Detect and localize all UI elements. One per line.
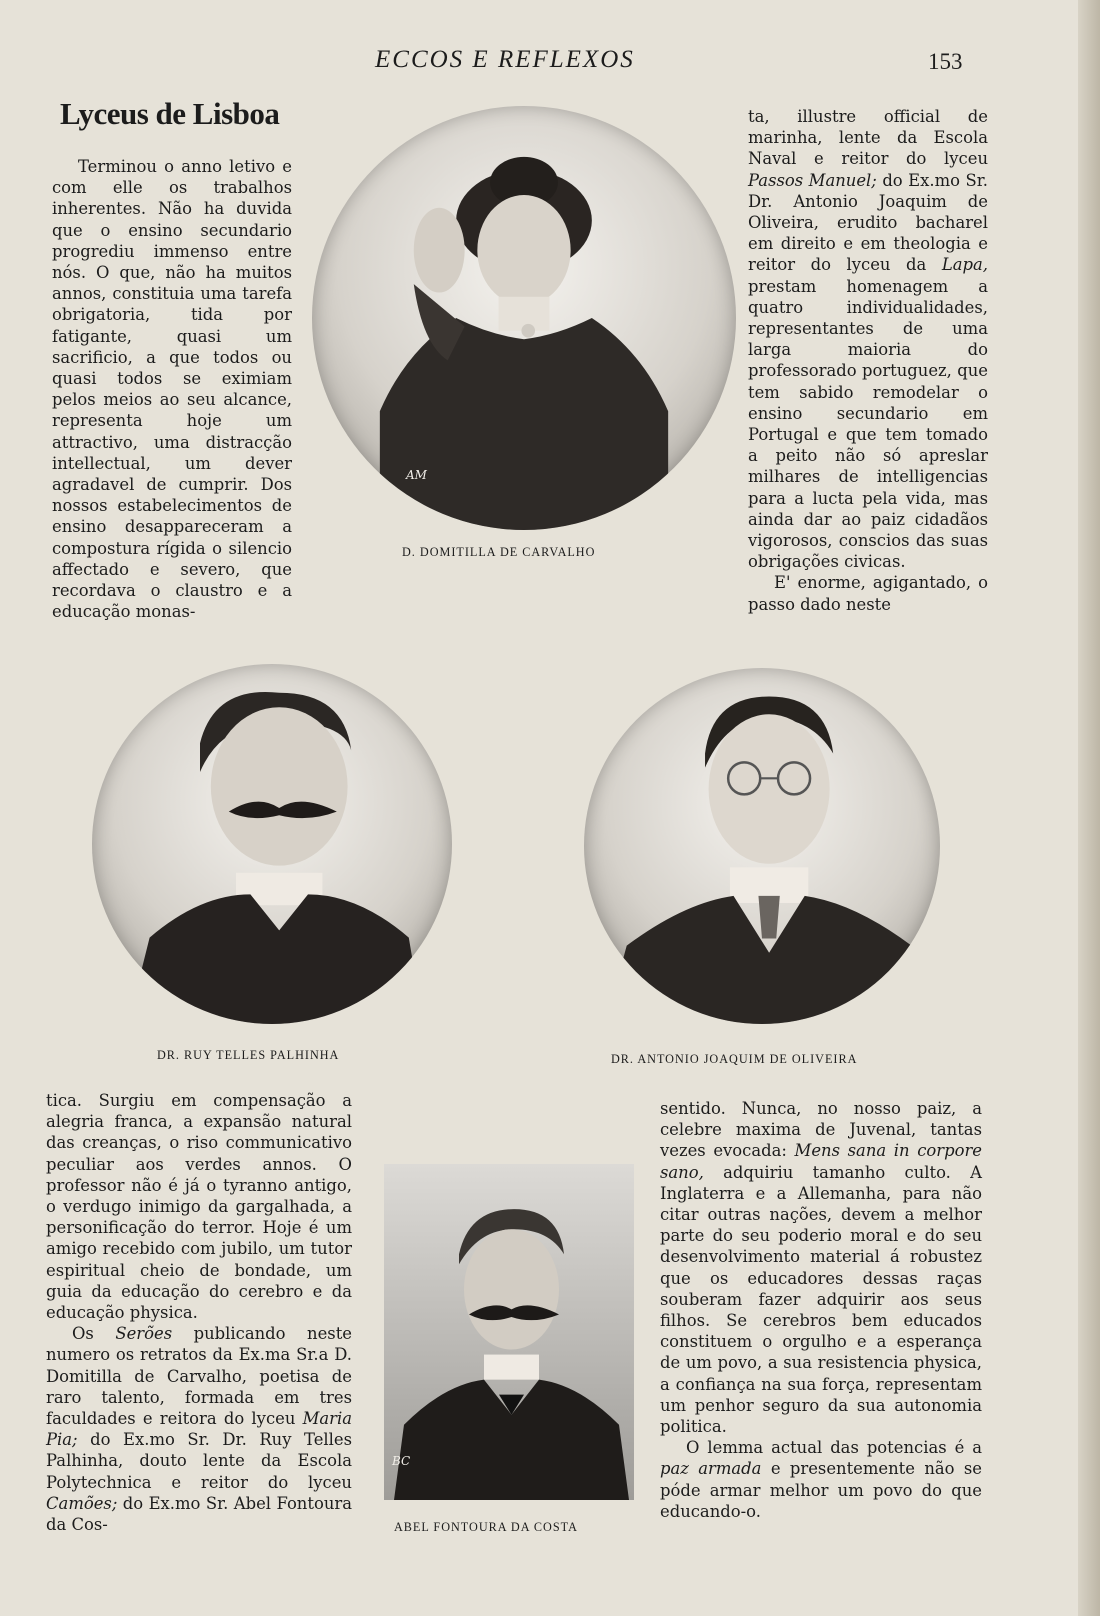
caption-ruy: DR. RUY TELLES PALHINHA — [157, 1048, 340, 1062]
page-header — [0, 46, 1100, 82]
caption-domitilla: D. DOMITILLA DE CARVALHO — [402, 545, 596, 559]
column-bottom-right — [660, 1098, 982, 1522]
portrait-man-mustache-illustration — [384, 1164, 634, 1500]
paragraph: Terminou o anno letivo e com elle os trabalhos inherentes. Não ha duvida que o ensino secundario progrediu immenso entre nós. O que, não ha muitos annos, constituia uma tarefa obrigatoria, tida por fatigante, quasi um sacrificio, a que todos ou quasi todos se eximiam pelos meios ao seu alcance, representa hoje um attractivo, uma distracção intellectual, um dever agradavel de cumprir. Dos nossos estabelecimentos de ensino desappareceram a compostura rígida o silencio affectado e severo, que recordava o claustro e a educação monas- — [52, 157, 292, 622]
photo-monogram: AM — [406, 468, 427, 482]
caption-abel: ABEL FONTOURA DA COSTA — [394, 1520, 578, 1534]
page-spine-edge — [1078, 0, 1100, 1616]
portrait-man-illustration — [92, 664, 452, 1024]
running-title: ECCOS E REFLEXOS — [375, 46, 635, 73]
page-number: 153 — [928, 49, 963, 74]
paragraph: sentido. Nunca, no nosso paiz, a celebre maxima de Juvenal, tantas vezes evocada: Mens sana in corpore sano, adquiriu tamanho culto. A Inglaterra e a Allemanha, para não citar outras nações, devem a melhor parte do seu poderio moral e do seu desenvolvimento material á robustez que os educadores dessas raças souberam fazer adquirir aos seus filhos. Se cerebros bem educados constituem o orgulho e a esperança de um povo, a sua resistencia physica, a confiança na sua força, representam um penhor seguro da sua autonomia politica. — [660, 1099, 982, 1437]
portrait-domitilla-de-carvalho — [312, 106, 736, 530]
article-title: Lyceus de Lisboa — [60, 96, 280, 131]
paragraph: ta, illustre official de marinha, lente da Escola Naval e reitor do lyceu Passos Manuel; do Ex.mo Sr. Dr. Antonio Joaquim de Oliveira, erudito bacharel em direito e em theologia e reitor do lyceu da Lapa, prestam homenagem a quatro individualidades, representantes de uma larga maioria do professorado portuguez, que tem sabido remodelar o ensino secundario em Portugal e que tem tomado a peito não só apreslar milhares de intelligencias para a lucta pela vida, mas ainda dar ao paiz cidadãos vigorosos, conscios das suas obrigações civicas. — [748, 107, 988, 572]
paragraph: tica. Surgiu em compensação a alegria franca, a expansão natural das creanças, o riso communicativo peculiar aos verdes annos. O professor não é já o tyranno antigo, o verdugo inimigo da gargalhada, a personificação do terror. Hoje é um amigo recebido com jubilo, um tutor espiritual cheio de bondade, um guia da educação do cerebro e da educação physica. — [46, 1091, 352, 1323]
portrait-man-glasses-illustration — [584, 668, 940, 1024]
paragraph: O lemma actual das potencias é a paz armada e presentemente não se póde armar melhor um povo do que educando-o. — [660, 1438, 982, 1521]
portrait-ruy-telles-palhinha — [92, 664, 452, 1024]
column-top-right — [748, 106, 988, 615]
paragraph: E' enorme, agigantado, o passo dado neste — [748, 573, 988, 614]
photo-monogram: BC — [392, 1454, 411, 1468]
column-top-left — [52, 156, 292, 622]
portrait-antonio-joaquim-de-oliveira — [584, 668, 940, 1024]
portrait-woman-illustration — [312, 106, 736, 530]
caption-antonio: DR. ANTONIO JOAQUIM DE OLIVEIRA — [611, 1052, 858, 1066]
column-bottom-left — [46, 1090, 352, 1535]
portrait-abel-fontoura-da-costa — [384, 1164, 634, 1500]
paragraph: Os Serões publicando neste numero os retratos da Ex.ma Sr.a D. Domitilla de Carvalho, poetisa de raro talento, formada em tres faculdades e reitora do lyceu Maria Pia; do Ex.mo Sr. Dr. Ruy Telles Palhinha, douto lente da Escola Polytechnica e reitor do lyceu Camões; do Ex.mo Sr. Abel Fontoura da Cos- — [46, 1324, 352, 1535]
